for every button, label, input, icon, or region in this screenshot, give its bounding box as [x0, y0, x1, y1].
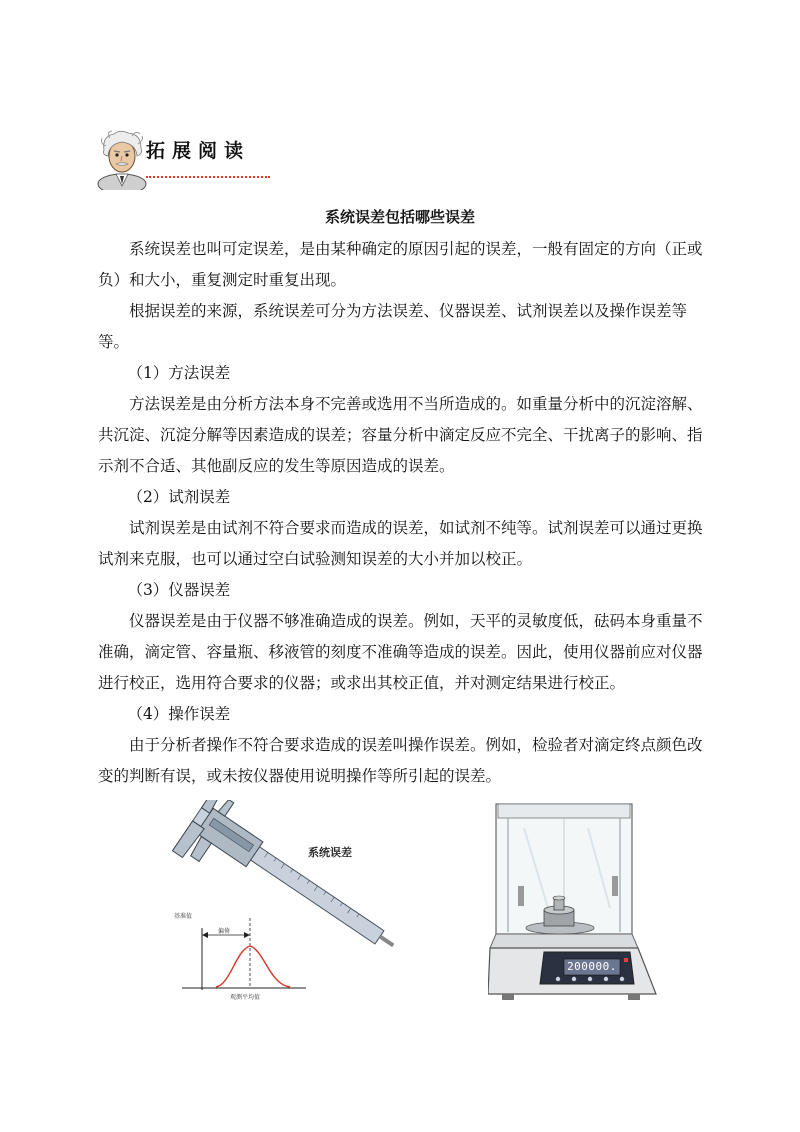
paragraph: 仪器误差是由于仪器不够准确造成的误差。例如，天平的灵敏度低，砝码本身重量不准确，滴定管、容量瓶、移液管的刻度不准确等造成的误差。因此，使用仪器前应对仪器进行校正，选用符合要求的仪器；或求出其校正值，并对测定结果进行校正。	[98, 612, 703, 692]
section-heading: （3）仪器误差	[127, 581, 231, 599]
header-dotted-underline	[146, 176, 270, 178]
article-body	[98, 234, 708, 792]
figure-label: 系统误差	[308, 846, 352, 859]
section-header	[96, 128, 296, 192]
einstein-portrait-icon	[96, 128, 148, 190]
analytical-balance-figure	[488, 798, 658, 1004]
paragraph: 由于分析者操作不符合要求造成的误差叫操作误差。例如，检验者对滴定终点颜色改变的判断有误，或未按仪器使用说明操作等所引起的误差。	[98, 736, 703, 785]
paragraph: 方法误差是由分析方法本身不完善或选用不当所造成的。如重量分析中的沉淀溶解、共沉淀、沉淀分解等因素造成的误差；容量分析中滴定反应不完全、干扰离子的影响、指示剂不合适、其他副反应的发生等原因造成的误差。	[98, 395, 703, 475]
section-heading: （1）方法误差	[127, 364, 231, 382]
section-heading: （2）试剂误差	[127, 488, 231, 506]
bias-distribution-chart	[182, 918, 306, 990]
vernier-caliper-illustration	[168, 800, 398, 1005]
paragraph: 系统误差也叫可定误差，是由某种确定的原因引起的误差，一般有固定的方向（正或负）和大小，重复测定时重复出现。	[98, 240, 703, 289]
paragraph: 试剂误差是由试剂不符合要求而造成的误差，如试剂不纯等。试剂误差可以通过更换试剂来克服，也可以通过空白试验测知误差的大小并加以校正。	[98, 519, 703, 568]
observed-mean-label: 观测平均值	[230, 994, 261, 1001]
balance-display-readout: 200000.	[567, 960, 617, 973]
header-title: 拓展阅读	[146, 140, 251, 162]
caliper-bias-figure	[168, 800, 398, 1005]
article-title: 系统误差包括哪些误差	[324, 208, 475, 226]
bias-label: 偏倚	[218, 928, 231, 935]
reference-value-label: 基准值	[174, 913, 193, 920]
section-heading: （4）操作误差	[127, 705, 231, 723]
paragraph: 根据误差的来源，系统误差可分为方法误差、仪器误差、试剂误差以及操作误差等等。	[98, 302, 688, 351]
